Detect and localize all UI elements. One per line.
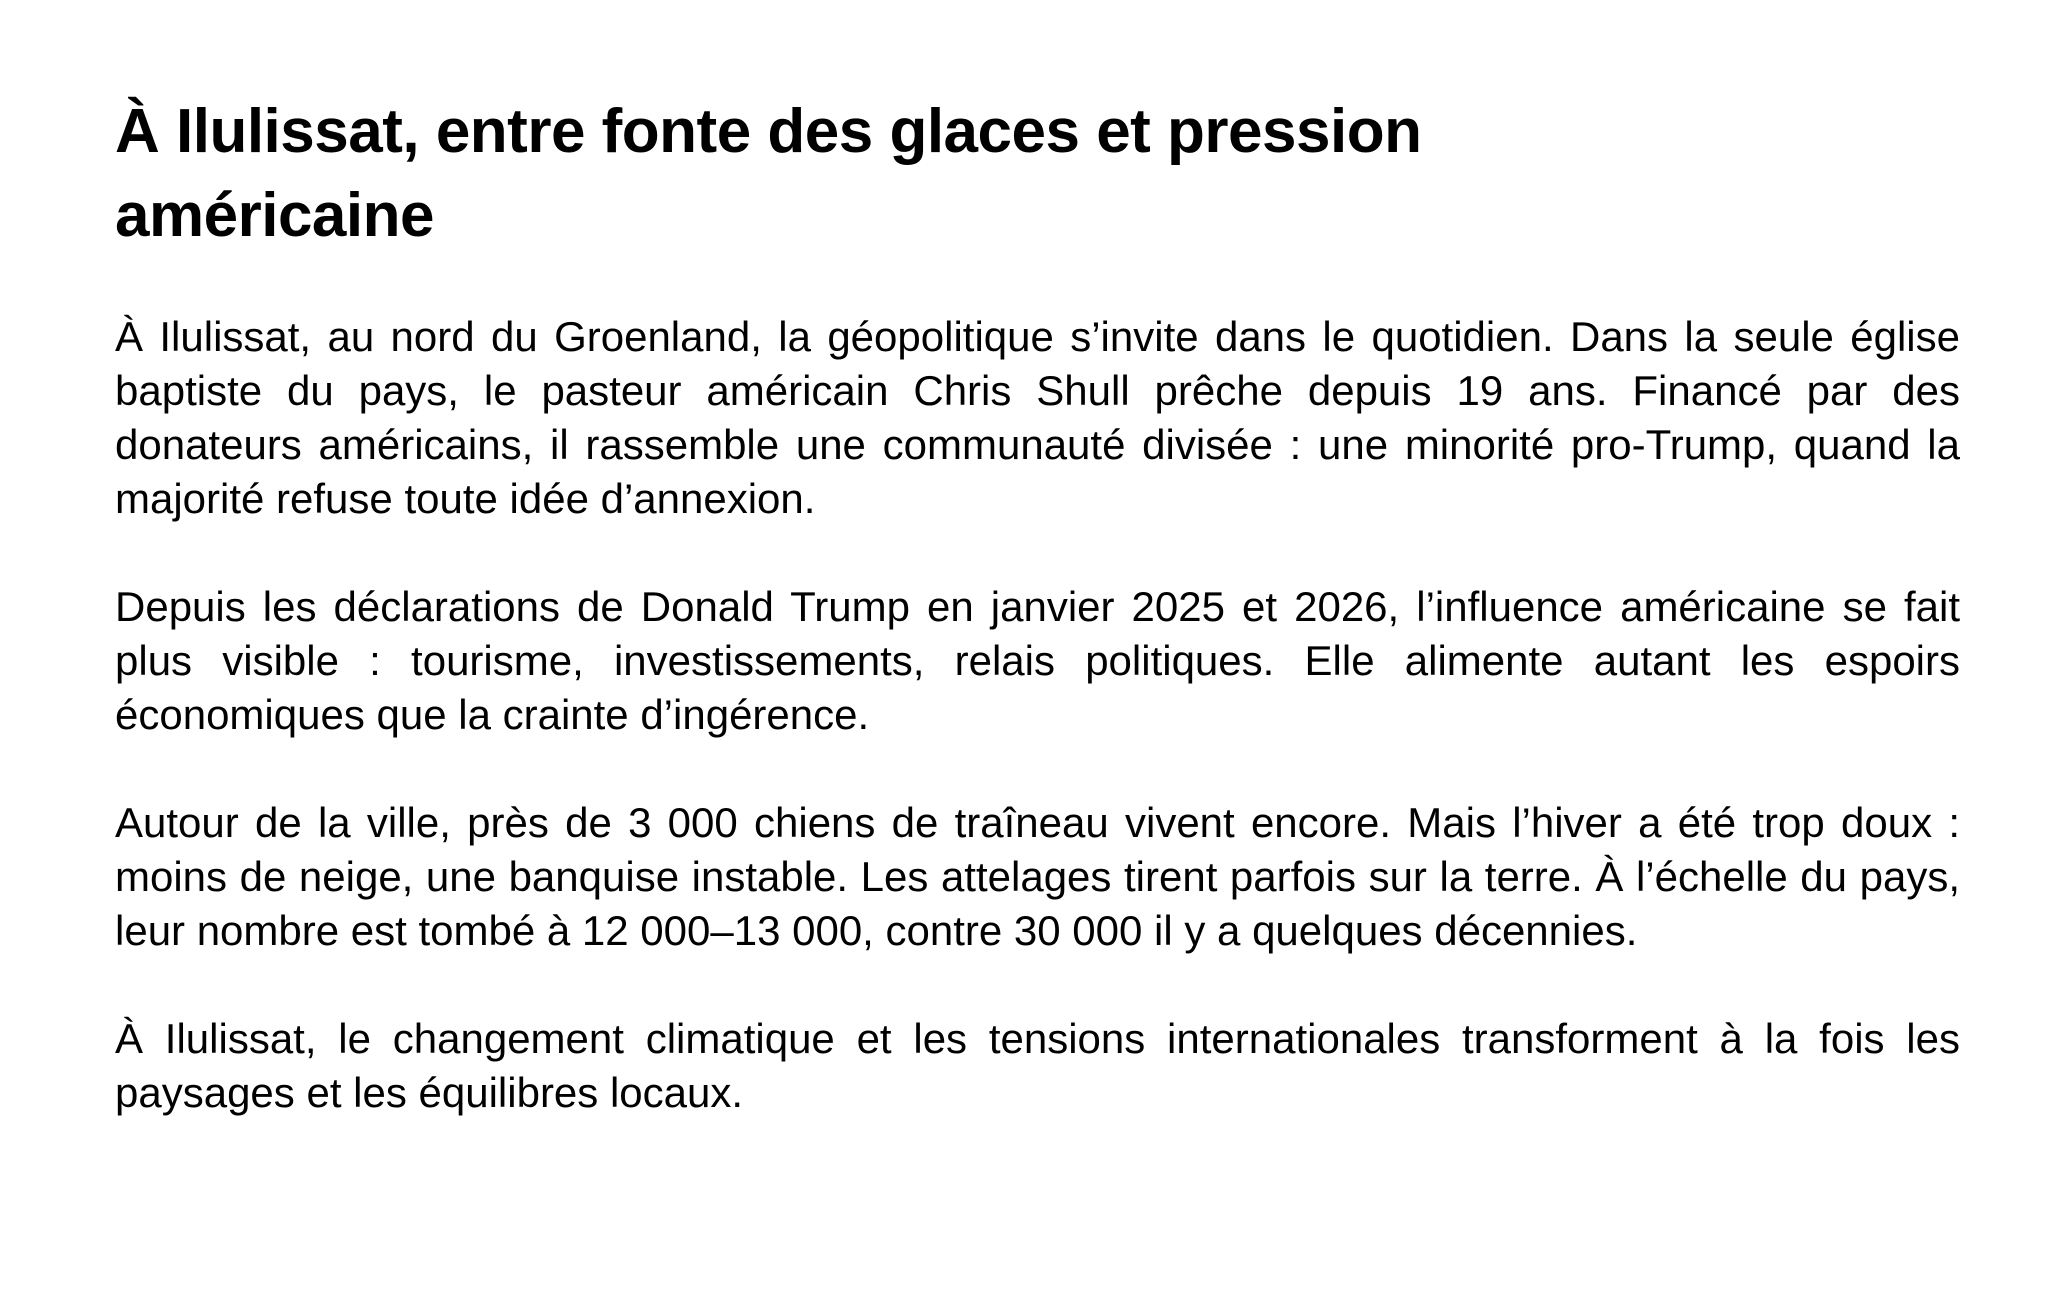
- paragraph-4: À Ilulissat, le changement climatique et les tensions internationales transforment à la fois les paysages et les équilibres locaux.: [115, 1015, 1960, 1116]
- paragraph-3: Autour de la ville, près de 3 000 chiens de traîneau vivent encore. Mais l’hiver a été trop doux : moins de neige, une banquise instable. Les attelages tirent parfois sur la terre. À l’échelle du pays, leur nombre est tombé à 12 000–13 000, contre 30 000 il y a quelques décennies.: [115, 799, 1960, 954]
- article-title: À Ilulissat, entre fonte des glaces et pression américaine: [115, 97, 1422, 250]
- paragraph-1: À Ilulissat, au nord du Groenland, la géopolitique s’invite dans le quotidien. Dans la seule église baptiste du pays, le pasteur américain Chris Shull prêche depuis 19 ans. Financé par des donateurs américains, il rassemble une communauté divisée : une minorité pro-Trump, quand la majorité refuse toute idée d’annexion.: [115, 313, 1960, 522]
- paragraph-2: Depuis les déclarations de Donald Trump en janvier 2025 et 2026, l’influence américaine se fait plus visible : tourisme, investissements, relais politiques. Elle alimente autant les espoirs économiques que la crainte d’ingérence.: [115, 583, 1960, 738]
- article-body: [115, 310, 1960, 1120]
